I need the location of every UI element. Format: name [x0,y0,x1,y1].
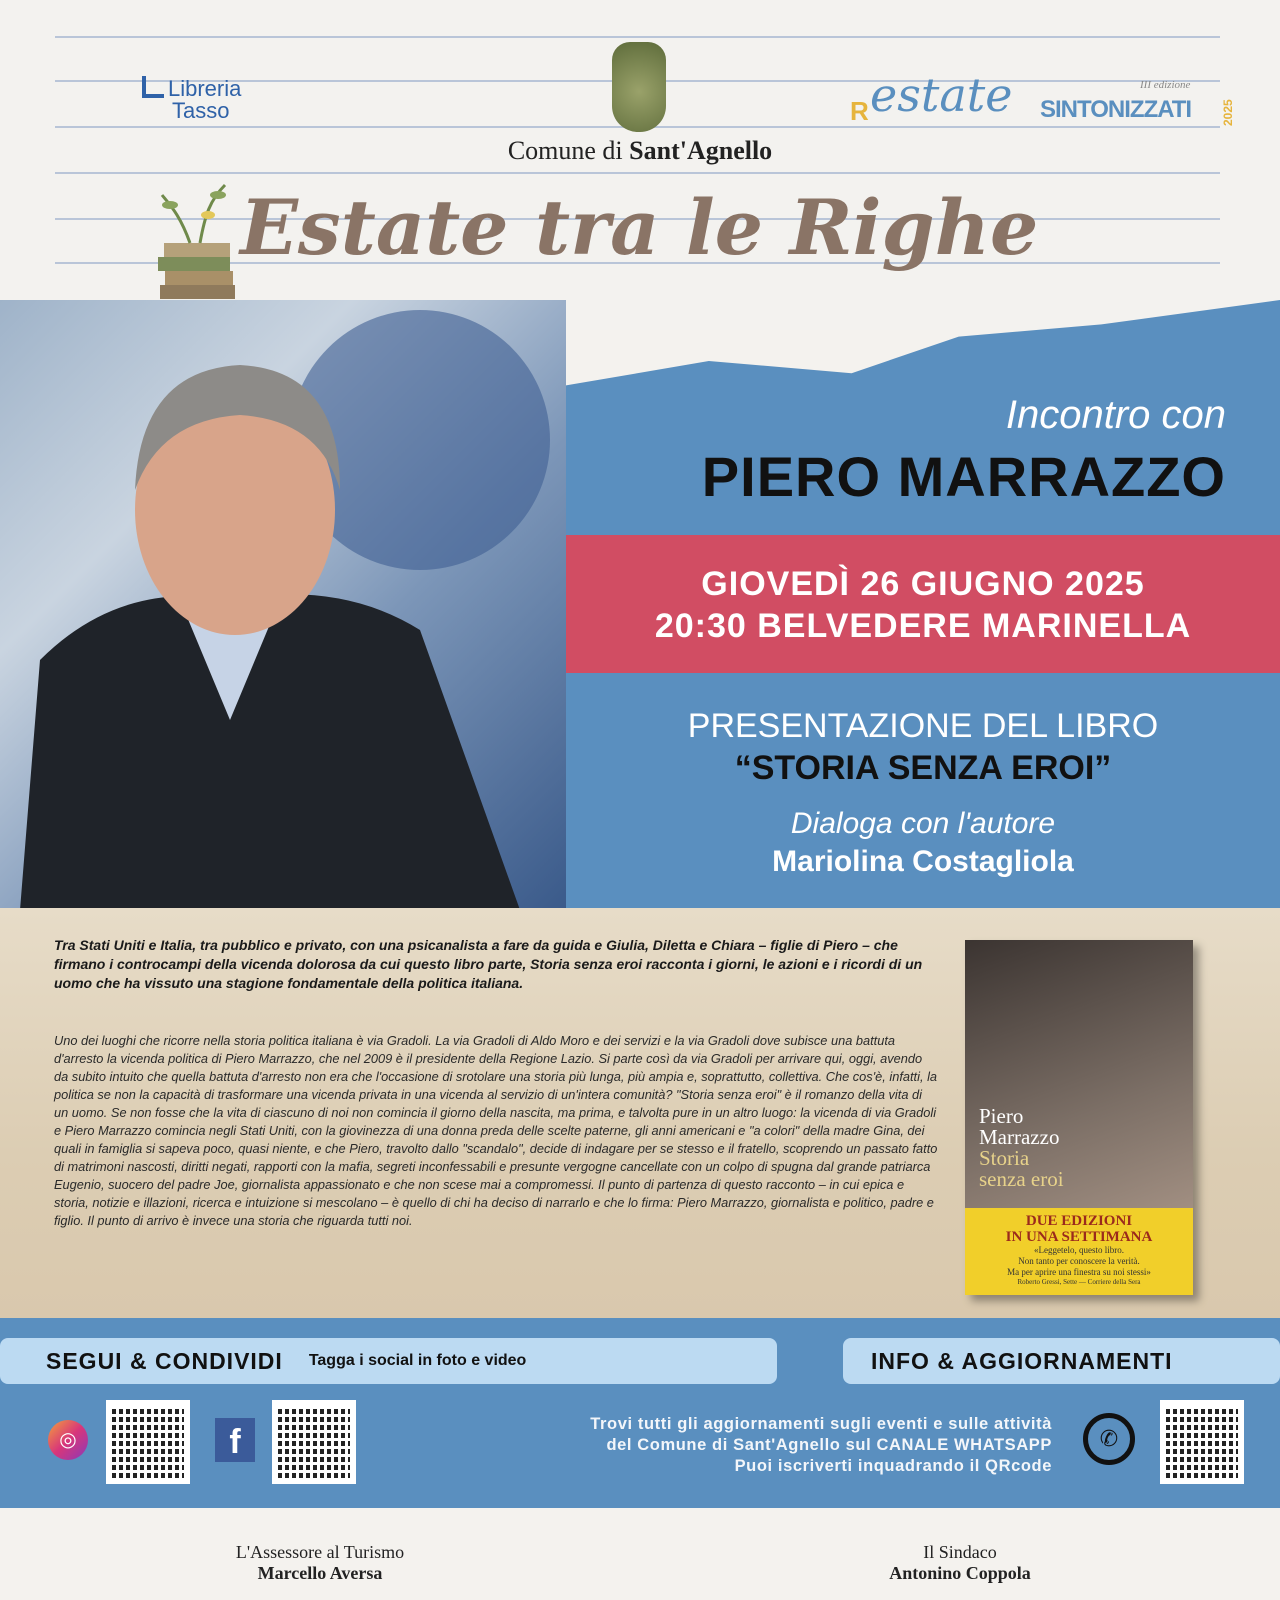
tagga-label: Tagga i social in foto e video [308,1352,527,1369]
book-cover [965,940,1193,1295]
cover-title-1: Storia [979,1146,1030,1170]
presentazione-label: PRESENTAZIONE DEL LIBRO [687,707,1159,745]
band-line-2: IN UNA SETTIMANA [1005,1229,1153,1245]
info-line: del Comune di Sant'Agnello sul CANALE WHATSAPP [606,1436,1052,1454]
info-banner [843,1338,1280,1384]
instagram-qr-code[interactable] [106,1400,190,1484]
logo-estate: estate [870,68,1013,122]
event-time-place: 20:30 BELVEDERE MARINELLA [654,607,1192,645]
logo-sintonizzati: SINTONIZZATI [1040,96,1192,123]
cover-band [965,1208,1193,1295]
assessore-role: L'Assessore al Turismo [235,1542,405,1562]
dialoga-label: Dialoga con l'autore [790,807,1056,840]
sindaco-role: Il Sindaco [923,1542,997,1562]
assessore-name: Marcello Aversa [257,1563,383,1583]
segui-title: SEGUI & CONDIVIDI [46,1347,283,1374]
band-line-1: DUE EDIZIONI [1025,1213,1133,1229]
whatsapp-qr-code[interactable] [1160,1400,1244,1484]
whatsapp-icon[interactable]: ✆ [1083,1413,1135,1465]
cover-author-first: Piero [979,1104,1024,1128]
moderator-name: Mariolina Costagliola [772,845,1074,878]
book-presentation [566,705,1280,789]
facebook-qr-code[interactable] [272,1400,356,1484]
logo-year: 2025 [1221,99,1235,126]
comune-label [480,136,800,166]
assessore-signature [190,1542,450,1584]
guest-photo [0,300,566,910]
quote-attribution: Roberto Gressi, Sette — Corriere della Sera [1017,1278,1141,1286]
logo-r: R [850,96,869,126]
sindaco-signature [830,1542,1090,1584]
guest-name: PIERO MARRAZZO [701,445,1226,508]
quote-line-3: Ma per aprire una finestra su noi stessi» [1007,1267,1151,1277]
cover-title-2: senza eroi [979,1167,1064,1191]
event-date: GIOVEDÌ 26 GIUGNO 2025 [701,565,1145,603]
facebook-icon[interactable]: f [215,1418,255,1462]
books-icon [150,175,245,305]
sindaco-name: Antonino Coppola [889,1563,1031,1583]
moderator-block [566,805,1280,881]
restate-sintonizzati-logo [850,50,1270,150]
cover-author-last: Marrazzo [979,1125,1060,1149]
info-line: Trovi tutti gli aggiornamenti sugli eventi e sulle attività [590,1415,1052,1433]
incontro-label: Incontro con [1005,393,1226,437]
instagram-icon[interactable]: ◎ [48,1420,88,1460]
date-place-band [566,535,1280,673]
description-body: Uno dei luoghi che ricorre nella storia politica italiana è via Gradoli. La via Gradoli di Aldo Moro e dei servizi e la via Gradoli dove subisce una battuta d'arresto la vicenda politica di Piero Marrazzo, che nel 2009 è il presidente della Regione Lazio. Si parte così da via Gradoli per arrivare qui, oggi, avendo da subito intuito che quella battuta d'arresto non era che l'occasione di srotolare una storia più lunga, più ampia e, soprattutto, collettiva. Che cos'è, infatti, la politica se non la capacità di trasformare una vicenda privata in una vicenda al servizio di un'intera comunità? "Storia senza eroi" è il romanzo della vita di un uomo. Se non fosse che la vita di ciascuno di noi non comincia il giorno della nascita, ma prima, e talvolta pure in un altro luogo: la vicenda di via Gradoli e Piero Marrazzo comincia negli Stati Uniti, con la giovinezza di una donna preda delle scelte paterne, gli anni americani e "a colori" della madre Gina, dei quali in famiglia si sapeva poco, quasi niente, e che Piero, travolto dallo "scandalo", decide di indagare per se stesso e il fratello, scoprendo un passato fatto di matrimoni nascosti, diritti negati, rapporti con la mafia, segreti inconfessabili e presunte vergogne cancellate con un colpo di spugna dal grande patriarca Eugenio, suocero del padre Joe, giornalista appassionato e che non scese mai a compromessi. Il punto di partenza di questo racconto – in cui epica e storia, notizie e illazioni, ricerca e intuizione si mescolano – è quello di chi ha deciso di narrarlo e che lo firma: Piero Marrazzo, giornalista e politico, padre e figlio. Il punto di arrivo è invece una storia che riguarda tutti noi. [54,1033,938,1228]
book-cover-text [979,1106,1064,1190]
info-title: INFO & AGGIORNAMENTI [871,1347,1173,1374]
tasso-label: Tasso [172,98,230,123]
libreria-label: Libreria [168,76,242,101]
quote-line-2: Non tanto per conoscere la verità. [1018,1256,1140,1266]
person-illustration [0,300,566,910]
libreria-mark-icon [142,76,164,98]
logo-edizione: III edizione [1140,79,1191,91]
book-title: “STORIA SENZA EROI” [734,749,1112,787]
comune-name: Sant'Agnello [629,136,773,165]
segui-banner [0,1338,777,1384]
info-line: Puoi iscriverti inquadrando il QRcode [734,1457,1052,1475]
comune-prefix: Comune di [507,136,623,165]
quote-line-1: «Leggetelo, questo libro. [1034,1245,1124,1255]
libreria-tasso-logo [142,76,241,122]
whatsapp-info [440,1414,1052,1477]
description-intro: Tra Stati Uniti e Italia, tra pubblico e privato, con una psicanalista a fare da guida e Giulia, Diletta e Chiara – figlie di Piero – che firmano i controcampi della vicenda dolorosa da cui questo libro parte, Storia senza eroi racconta i giorni, le azioni e i ricordi di un uomo che ha vissuto una stagione fondamentale della politica italiana. [54,937,923,991]
event-series-title: Estate tra le Righe [240,183,1039,272]
comune-crest-icon [612,42,666,132]
